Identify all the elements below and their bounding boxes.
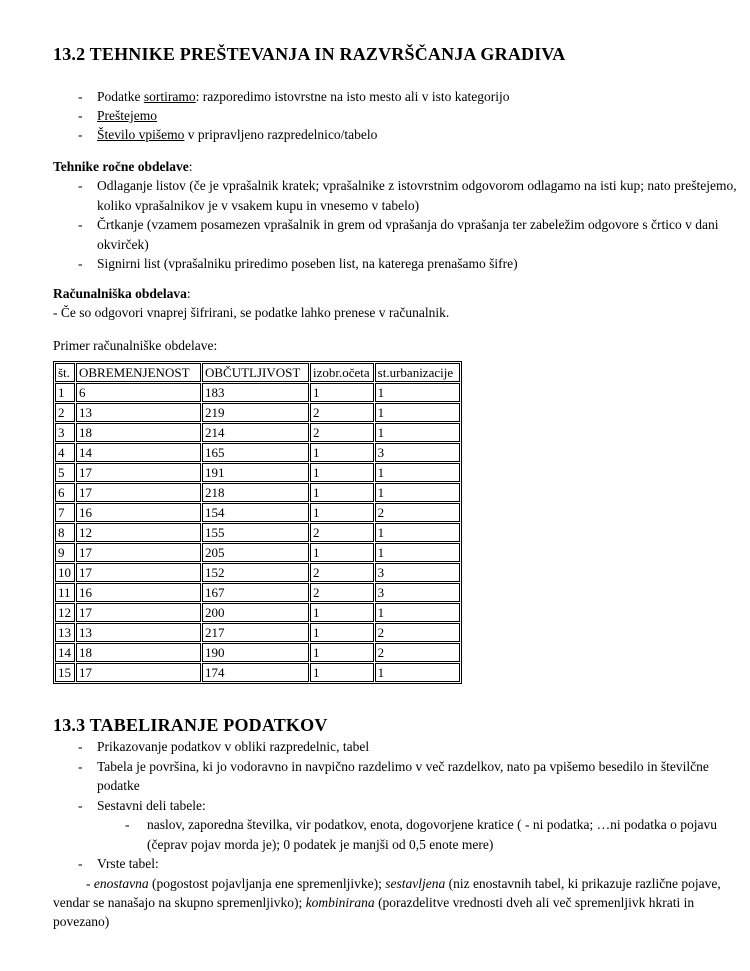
list-item-text: Sestavni deli tabele: <box>97 797 206 813</box>
table-cell: 2 <box>55 403 75 422</box>
table-cell: 155 <box>202 523 309 542</box>
list-item-text <box>97 87 737 106</box>
list-item-tabela-povrsina <box>53 757 737 796</box>
list-item-vrste-tabel <box>53 854 737 873</box>
list-item-text: Tabela je površina, ki jo vodoravno in navpično razdelimo v več razdelkov, nato pa vpišemo besedilo in številčne podatke <box>97 758 709 794</box>
sublist-item-naslov <box>53 815 737 854</box>
bullet-dash: - <box>78 88 83 104</box>
table-cell: 218 <box>202 483 309 502</box>
text-segment: Podatke <box>97 88 144 104</box>
bullet-dash: - <box>78 758 83 774</box>
table-cell: 18 <box>76 643 201 662</box>
table-row <box>55 603 460 622</box>
table-cell: 13 <box>76 403 201 422</box>
table-cell: 5 <box>55 463 75 482</box>
table-cell: 1 <box>310 603 374 622</box>
table-cell: 15 <box>55 663 75 682</box>
table-cell: 2 <box>310 523 374 542</box>
table-cell: 1 <box>375 523 460 542</box>
table-row <box>55 663 460 682</box>
computer-processing-line: - Če so odgovori vnaprej šifrirani, se podatke lahko prenese v računalnik. <box>53 304 450 320</box>
table-cell: 11 <box>55 583 75 602</box>
text-segment: (niz enostavnih tabel, ki prikazuje različne pojave, vendar se nanašajo na skupno spremenljivko); <box>53 875 721 910</box>
table-row <box>55 563 460 582</box>
underlined-term: Število vpišemo <box>97 127 185 143</box>
table-cell: 17 <box>76 543 201 562</box>
table-cell: 2 <box>310 403 374 422</box>
table-cell: 174 <box>202 663 309 682</box>
table-cell: 2 <box>310 563 374 582</box>
table-cell: 16 <box>76 583 201 602</box>
table-cell: 205 <box>202 543 309 562</box>
table-cell: 7 <box>55 503 75 522</box>
table-cell: 152 <box>202 563 309 582</box>
table-cell: 1 <box>375 483 460 502</box>
manual-techniques-label <box>53 157 737 176</box>
table-row <box>55 443 460 462</box>
table-cell: 165 <box>202 443 309 462</box>
table-cell: 12 <box>76 523 201 542</box>
table-cell: 17 <box>76 463 201 482</box>
list-item-signirni <box>53 254 737 273</box>
list-item-sestavni-deli <box>53 796 737 815</box>
table-cell: 1 <box>375 403 460 422</box>
section-13-2-heading: 13.2 TEHNIKE PREŠTEVANJA IN RAZVRŠČANJA GRADIVA <box>53 44 566 64</box>
bullet-dash: - <box>78 217 83 233</box>
table-cell: 1 <box>375 423 460 442</box>
table-cell: 2 <box>375 623 460 642</box>
list-item-sortiramo <box>53 87 737 106</box>
table-cell: 17 <box>76 603 201 622</box>
table-header-cell: OBREMENJENOST <box>76 363 201 382</box>
table-cell: 219 <box>202 403 309 422</box>
table-cell: 1 <box>55 383 75 402</box>
list-item-odlaganje <box>53 176 737 215</box>
table-types-paragraph <box>53 874 737 932</box>
table-header-cell: OBČUTLJIVOST <box>202 363 309 382</box>
italic-term-kombinirana: kombinirana <box>305 894 375 910</box>
table-row <box>55 383 460 402</box>
table-header-cell: izobr.očeta <box>310 363 374 382</box>
table-cell: 10 <box>55 563 75 582</box>
table-row <box>55 403 460 422</box>
list-item-crtkanje <box>53 215 737 254</box>
table-cell: 1 <box>375 383 460 402</box>
list-item-prestejemo <box>53 106 737 125</box>
table-cell: 17 <box>76 663 201 682</box>
text-segment: v pripravljeno razpredelnico/tabelo <box>184 127 378 143</box>
tabulation-bullet-list <box>53 737 737 873</box>
bullet-dash: - <box>125 817 130 833</box>
data-table <box>53 361 462 684</box>
table-body <box>55 363 460 682</box>
computer-processing-label <box>53 284 737 303</box>
table-cell: 2 <box>310 423 374 442</box>
table-cell: 14 <box>76 443 201 462</box>
table-cell: 9 <box>55 543 75 562</box>
table-cell: 167 <box>202 583 309 602</box>
table-row <box>55 463 460 482</box>
table-cell: 3 <box>375 583 460 602</box>
list-item-text: Vrste tabel: <box>97 856 159 872</box>
table-cell: 13 <box>76 623 201 642</box>
table-row <box>55 583 460 602</box>
table-cell: 3 <box>55 423 75 442</box>
table-caption: Primer računalniške obdelave: <box>53 338 218 354</box>
table-cell: 217 <box>202 623 309 642</box>
table-cell: 17 <box>76 483 201 502</box>
list-item-prikazovanje <box>53 737 737 756</box>
section-13-3-heading: 13.3 TABELIRANJE PODATKOV <box>53 714 328 735</box>
table-cell: 1 <box>310 543 374 562</box>
table-row <box>55 523 460 542</box>
table-header-cell: st.urbanizacije <box>375 363 460 382</box>
table-row <box>55 623 460 642</box>
table-cell: 2 <box>375 643 460 662</box>
bullet-dash: - <box>78 256 83 272</box>
table-cell: 3 <box>375 563 460 582</box>
table-cell: 6 <box>76 383 201 402</box>
bullet-dash: - <box>78 856 83 872</box>
table-cell: 14 <box>55 643 75 662</box>
table-cell: 1 <box>310 663 374 682</box>
list-item-text: Signirni list (vprašalniku priredimo poseben list, na katerega prenašamo šifre) <box>97 256 518 272</box>
table-header-row <box>55 363 460 382</box>
table-row <box>55 483 460 502</box>
table-cell: 16 <box>76 503 201 522</box>
table-cell: 1 <box>310 623 374 642</box>
table-row <box>55 643 460 662</box>
bullet-dash: - <box>78 108 83 124</box>
table-cell: 1 <box>375 463 460 482</box>
table-cell: 12 <box>55 603 75 622</box>
text-segment: - <box>86 875 94 891</box>
table-row <box>55 503 460 522</box>
table-cell: 3 <box>375 443 460 462</box>
table-cell: 1 <box>375 543 460 562</box>
table-cell: 8 <box>55 523 75 542</box>
text-segment: : razporedimo istovrstne na isto mesto ali v isto kategorijo <box>195 88 510 104</box>
manual-techniques-list <box>53 176 737 273</box>
underlined-term: Preštejemo <box>97 108 157 124</box>
bullet-dash: - <box>78 739 83 755</box>
table-cell: 4 <box>55 443 75 462</box>
bullet-dash: - <box>78 178 83 194</box>
list-item-text: Prikazovanje podatkov v obliki razpredelnic, tabel <box>97 739 370 755</box>
list-item-text: Črtkanje (vzamem posamezen vprašalnik in grem od vprašanja do vprašanja ter zabeležim odgovore s črtico v dani okvirček) <box>97 217 719 252</box>
label-text: Tehnike ročne obdelave <box>53 158 189 174</box>
underlined-term: sortiramo <box>143 88 196 104</box>
label-colon: : <box>188 158 193 174</box>
table-cell: 190 <box>202 643 309 662</box>
bullet-dash: - <box>78 127 83 143</box>
table-cell: 17 <box>76 563 201 582</box>
table-header-cell: št. <box>55 363 75 382</box>
italic-term-enostavna: enostavna <box>93 875 149 891</box>
table-cell: 154 <box>202 503 309 522</box>
table-cell: 214 <box>202 423 309 442</box>
table-cell: 18 <box>76 423 201 442</box>
table-cell: 2 <box>310 583 374 602</box>
table-cell: 1 <box>375 603 460 622</box>
table-cell: 1 <box>310 643 374 662</box>
list-item-text <box>97 125 737 144</box>
list-item-text: Odlaganje listov (če je vprašalnik kratek; vprašalnike z istovrstnim odgovorom odlagamo na isti kup; nato preštejemo, koliko vprašalnikov je v vsakem kupu in vnesemo v tabelo) <box>97 178 737 213</box>
table-cell: 1 <box>310 463 374 482</box>
text-segment: (porazdelitve vrednosti dveh ali več spremenljivk hkrati in povezano) <box>53 894 695 930</box>
sorting-bullet-list <box>53 87 737 145</box>
table-cell: 1 <box>375 663 460 682</box>
italic-term-sestavljena: sestavljena <box>385 875 446 891</box>
table-cell: 1 <box>310 443 374 462</box>
list-item-text: naslov, zaporedna številka, vir podatkov, enota, dogovorjene kratice ( - ni podatka; …ni podatka o pojavu (čeprav pojav morda je); 0 podatek je manjši od 0,5 enote mere) <box>147 817 717 852</box>
bullet-dash: - <box>78 797 83 813</box>
table-cell: 13 <box>55 623 75 642</box>
text-segment: (pogostost pojavljanja ene spremenljivke); <box>148 875 386 891</box>
table-cell: 191 <box>202 463 309 482</box>
table-cell: 1 <box>310 383 374 402</box>
table-row <box>55 423 460 442</box>
table-cell: 2 <box>375 503 460 522</box>
table-cell: 1 <box>310 483 374 502</box>
table-cell: 1 <box>310 503 374 522</box>
label-text: Računalniška obdelava <box>53 285 187 301</box>
list-item-stevilo-vpisemo <box>53 125 737 144</box>
table-cell: 183 <box>202 383 309 402</box>
table-cell: 200 <box>202 603 309 622</box>
label-colon: : <box>186 285 191 301</box>
table-cell: 6 <box>55 483 75 502</box>
list-item-text <box>97 106 737 125</box>
table-row <box>55 543 460 562</box>
